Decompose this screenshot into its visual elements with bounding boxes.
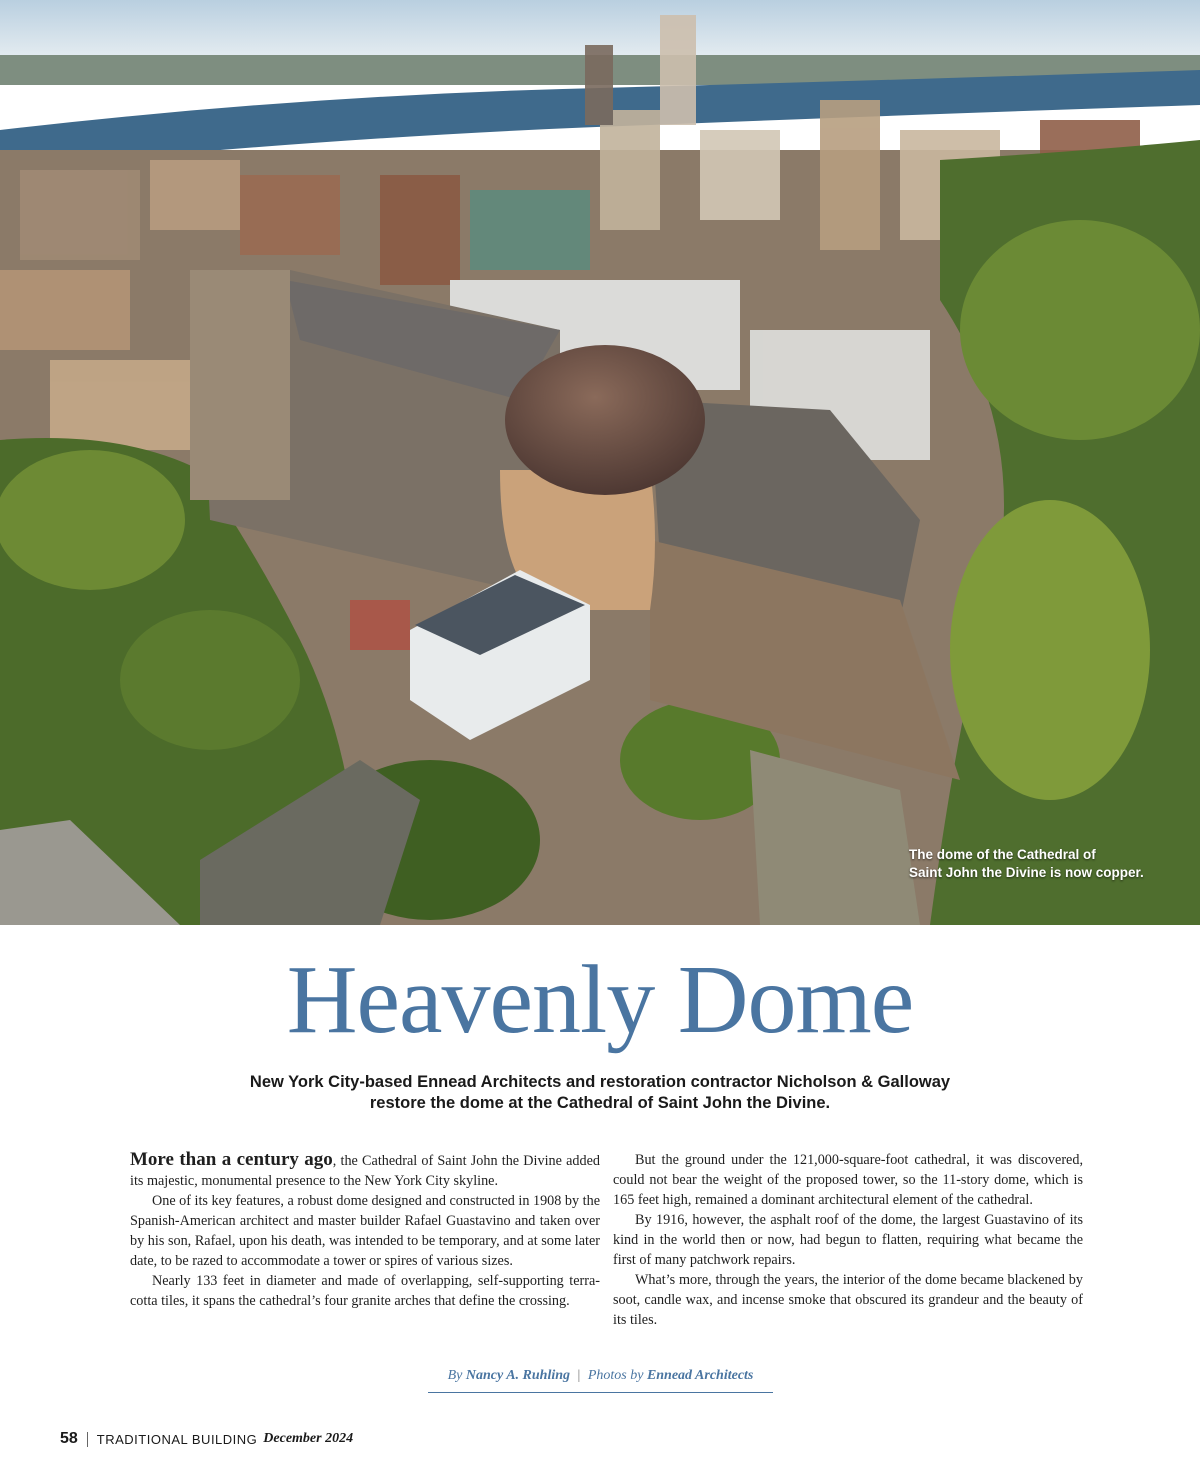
footer-divider	[87, 1432, 88, 1447]
page-footer	[60, 1428, 353, 1450]
body-column-left	[130, 1150, 600, 1311]
dek-line-1: New York City-based Ennead Architects and restoration contractor Nicholson & Galloway	[249, 1073, 951, 1091]
paragraph-4: But the ground under the 121,000-square-foot cathedral, it was discovered, could not bear the weight of the proposed tower, so the 11-story dome, which is 165 feet high, remained a dominant architectural element of the cathedral.	[613, 1152, 1083, 1208]
caption-line-2: Saint John the Divine is now copper.	[909, 865, 1144, 880]
byline-photographer: Ennead Architects	[646, 1368, 754, 1383]
paragraph-3: Nearly 133 feet in diameter and made of overlapping, self-supporting terra-cotta tiles, it spans the cathedral’s four granite arches that define the crossing.	[130, 1273, 600, 1309]
byline-author: Nancy A. Ruhling	[465, 1368, 571, 1383]
paragraph-6: What’s more, through the years, the interior of the dome became blackened by soot, candle wax, and incense smoke that obscured its grandeur and the beauty of its tiles.	[613, 1272, 1083, 1328]
photo-caption	[909, 846, 1179, 882]
page-number: 58	[60, 1430, 78, 1447]
lead-in: More than a century ago	[130, 1149, 333, 1170]
byline-divider: |	[577, 1368, 581, 1383]
byline-photos-by: Photos by	[587, 1368, 644, 1383]
body-column-right	[613, 1150, 1083, 1330]
article-dek	[150, 1072, 1050, 1114]
paragraph-1	[130, 1150, 600, 1191]
issue-date: December 2024	[263, 1431, 354, 1446]
caption-line-1: The dome of the Cathedral of	[909, 847, 1096, 862]
byline-by: By	[447, 1368, 463, 1383]
byline	[428, 1368, 773, 1393]
article-title: Heavenly Dome	[286, 946, 914, 1054]
dek-line-2: restore the dome at the Cathedral of Saint John the Divine.	[369, 1094, 831, 1112]
paragraph-1-text: , the Cathedral of Saint John the Divine added its majestic, monumental presence to the New York City skyline.	[130, 1153, 600, 1189]
paragraph-2: One of its key features, a robust dome designed and constructed in 1908 by the Spanish-American architect and master builder Rafael Guastavino and taken over by his son, Rafael, upon his death, was intended to be temporary, and at some later date, to be razed to accommodate a tower or spires of various sizes.	[130, 1193, 600, 1269]
magazine-name: TRADITIONAL BUILDING	[96, 1431, 258, 1447]
paragraph-5: By 1916, however, the asphalt roof of the dome, the largest Guastavino of its kind in the world then or now, had begun to flatten, requiring what became the first of many patchwork repairs.	[613, 1212, 1083, 1268]
